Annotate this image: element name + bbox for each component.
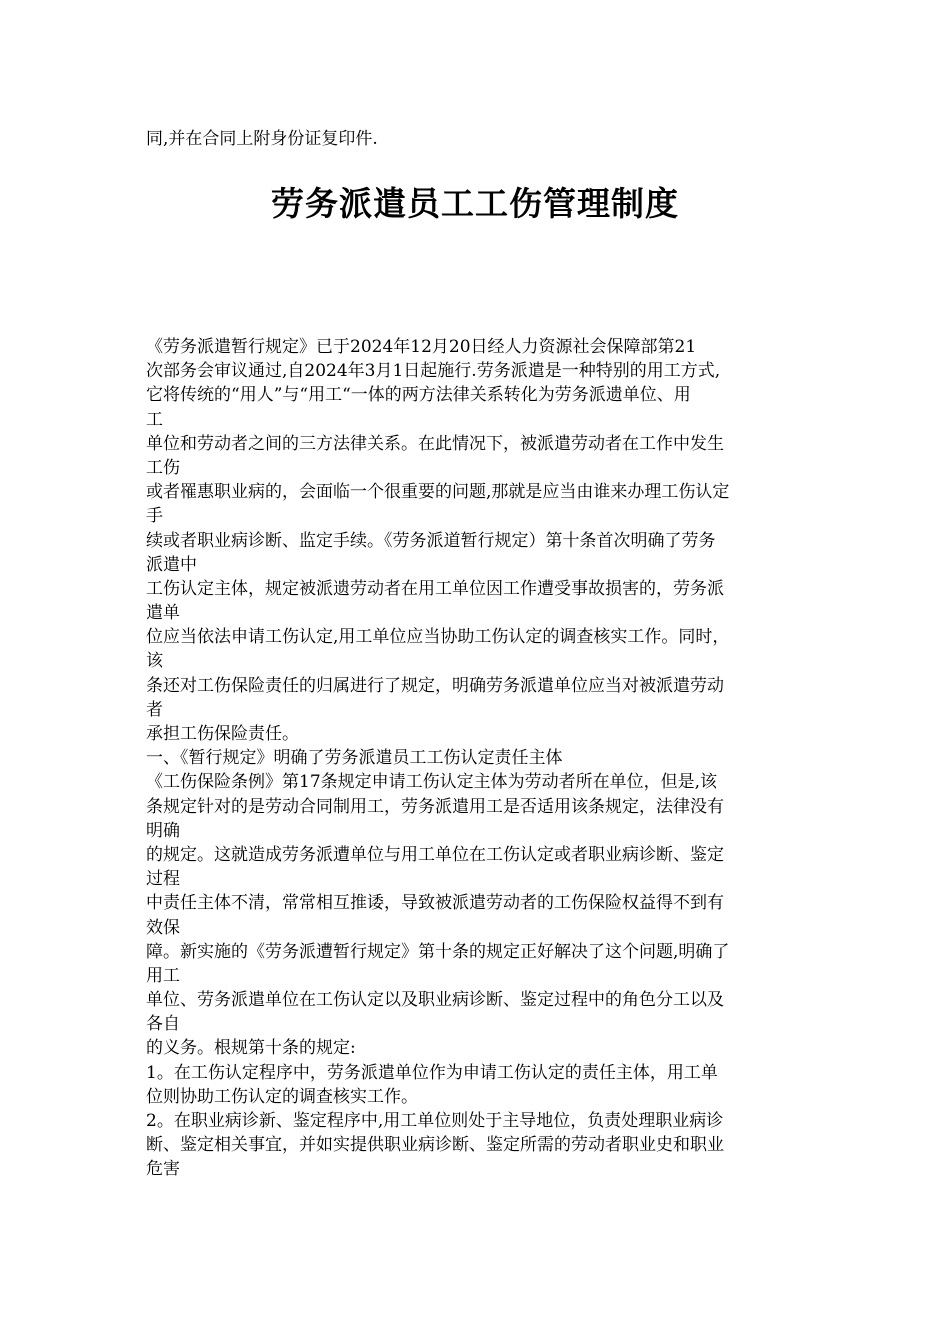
text-line: 工 (146, 409, 163, 430)
text-line: 位则协助工伤认定的调查核实工作。 (146, 1086, 418, 1107)
text-line: 或者罹惠职业病的，会面临一个很重要的问题,那就是应当由谁来办理工伤认定 (146, 482, 730, 503)
list-item: 2。在职业病诊新、鉴定程序中,用工单位则处于主导地位，负责处理职业病诊 (146, 1111, 724, 1131)
text-line: 的规定。这就造成劳务派遭单位与用工单位在工伤认定或者职业病诊断、鉴定 (146, 844, 724, 865)
text-line: 续或者职业病诊断、监定手续。《劳务派道暂行规定）第十条首次明确了劳务 (146, 530, 716, 551)
text-line: 条规定针对的是劳动合同制用工，劳务派遣用工是否适用该条规定，法律没有 (146, 796, 724, 817)
text-line: 危害 (146, 1159, 180, 1180)
text-line: 条还对工伤保险责任的归属进行了规定，明确劳务派遣单位应当对被派遣劳动 (146, 675, 724, 696)
section-heading: 一、《暂行规定》明确了劳务派遣员工工伤认定责任主体 (146, 748, 563, 769)
text-line: 明确 (146, 820, 180, 841)
text-line: 次部务会审议通过,自2024年3月1日起施行.劳务派遣是一种特别的用工方式, (146, 361, 721, 382)
text-line: 《劳务派遣暂行规定》已于2024年12月20日经人力资源社会保障部第21 (146, 337, 697, 357)
text-line: 者 (146, 699, 163, 720)
text-line: 障。新实施的《劳务派遭暂行规定》第十条的规定正好解决了这个问题,明确了 (146, 941, 730, 962)
text-line: 派遣中 (146, 554, 197, 575)
text-line: 手 (146, 506, 163, 527)
text-line: 的义务。根规第十条的规定: (146, 1038, 356, 1059)
text-line: 中责任主体不清，常常相互推诿，导致被派遣劳动者的工伤保险权益得不到有 (146, 893, 724, 914)
document-title: 劳务派遣员工工伤管理制度 (271, 184, 679, 223)
text-line: 该 (146, 651, 163, 672)
text-line: 效保 (146, 917, 180, 938)
text-line: 各自 (146, 1014, 180, 1035)
text-line: 工伤认定主体，规定被派遗劳动者在用工单位因工作遭受事故损害的，劳务派 (146, 578, 724, 599)
text-line: 位应当依法申请工伤认定,用工单位应当协助工伤认定的调查核实工作。同时， (146, 627, 730, 648)
text-line: 承担工伤保险责任。 (146, 724, 299, 744)
text-line: 遣单 (146, 603, 180, 624)
text-line: 单位和劳动者之间的三方法律关系。在此情况下，被派遣劳动者在工作中发生 (146, 433, 724, 454)
text-line: 用工 (146, 965, 180, 986)
list-item: 1。在工伤认定程序中，劳务派遣单位作为申请工伤认定的责任主体，用工单 (146, 1062, 718, 1083)
text-line: 它将传统的“用人”与“用工“一体的两方法律关系转化为劳务派遗单位、用 (146, 385, 691, 406)
text-line: 《工伤保险条例》第17条规定申请工伤认定主体为劳动者所在单位，但是,该 (146, 772, 718, 793)
text-line: 过程 (146, 869, 180, 890)
body-text (146, 335, 826, 1182)
text-line: 工伤 (146, 457, 180, 478)
text-line: 断、鉴定相关事宜，并如实提供职业病诊断、鉴定所需的劳动者职业史和职业 (146, 1135, 724, 1156)
text-line: 单位、劳务派遣单位在工伤认定以及职业病诊断、鉴定过程中的角色分工以及 (146, 990, 724, 1011)
continuation-line: 同,并在合同上附身份证复印件. (146, 129, 378, 149)
